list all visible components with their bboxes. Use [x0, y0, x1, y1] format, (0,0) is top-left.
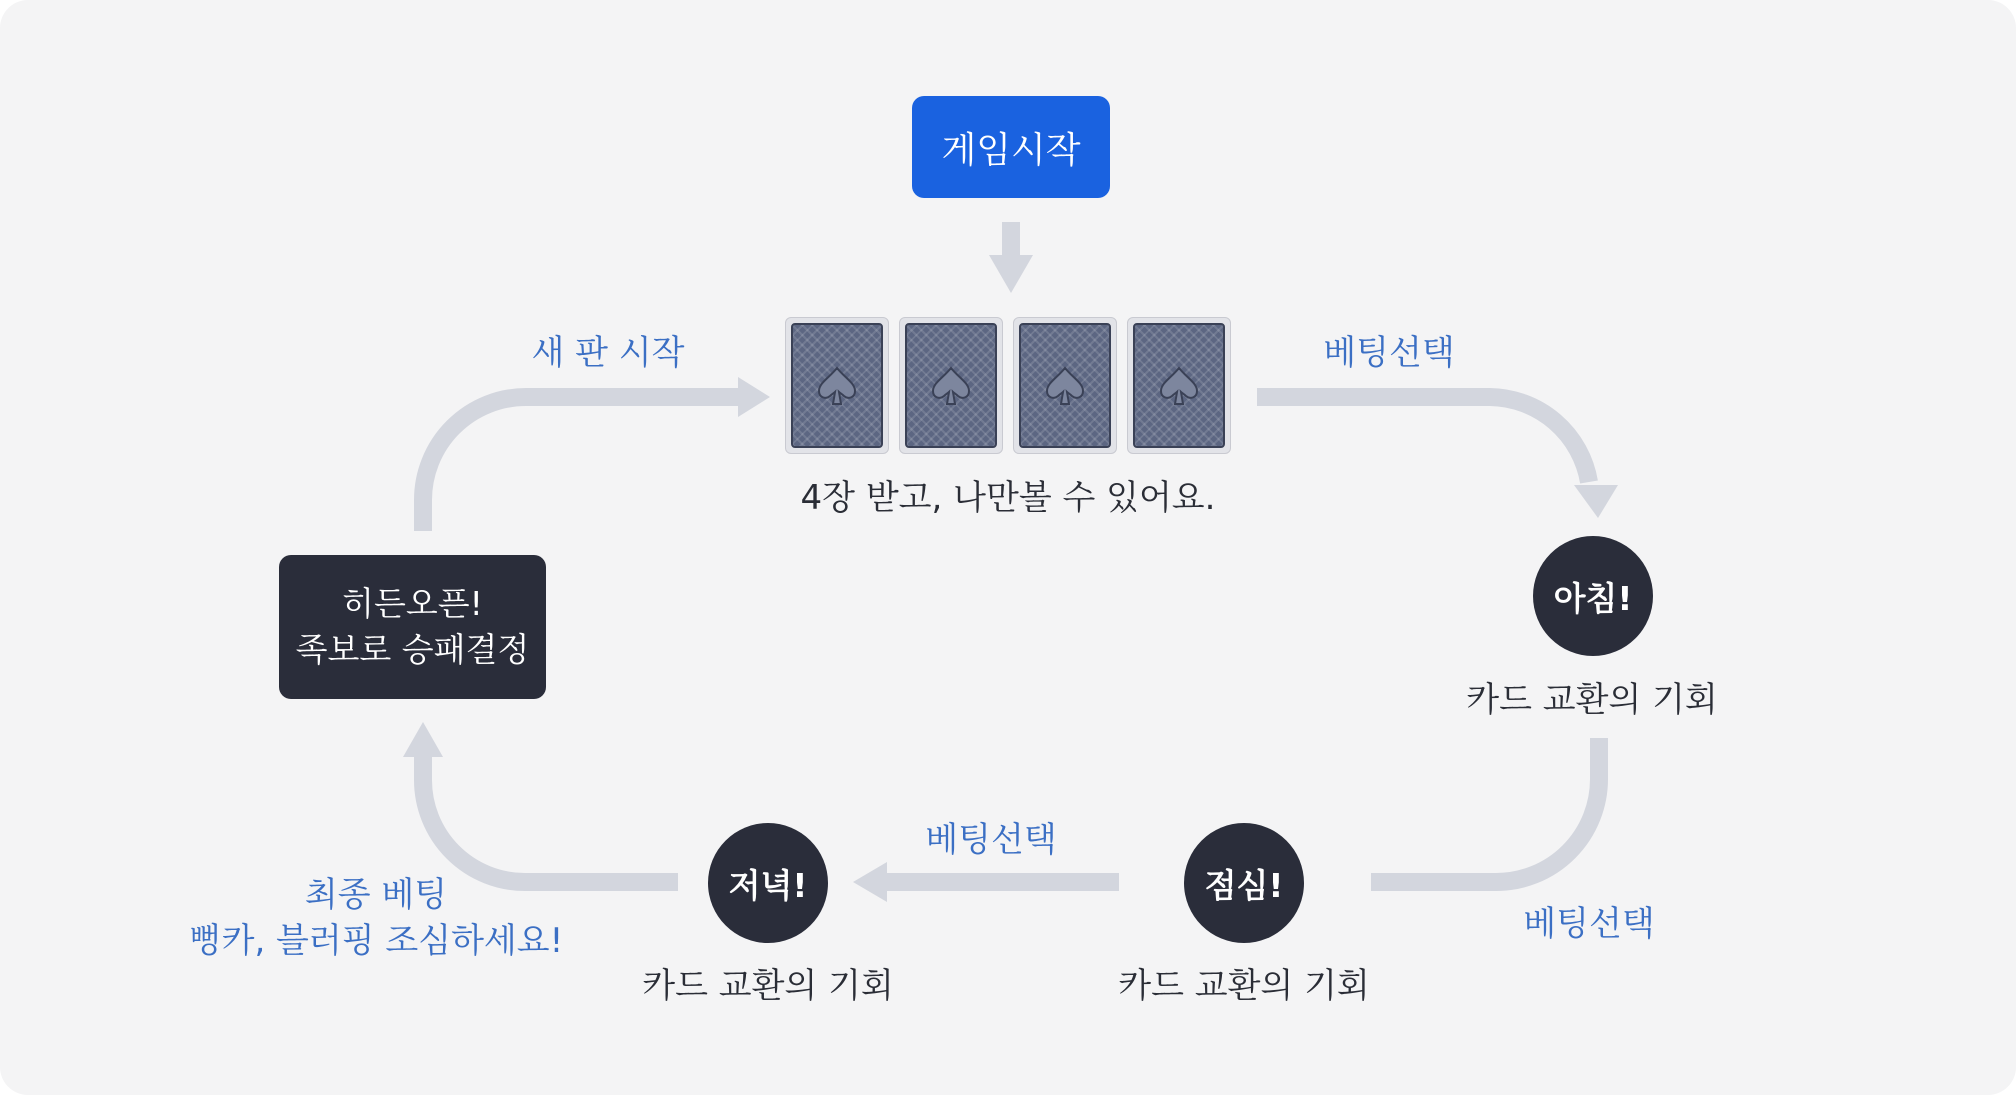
- result-box-line2: 족보로 승패결정: [295, 630, 530, 669]
- arrow-cards-to-morning: [1257, 397, 1589, 482]
- stage-evening-title: 저녁!: [728, 865, 808, 905]
- label-betting-bottom: 베팅선택: [925, 820, 1057, 860]
- arrowhead-result-to-cards: [738, 377, 770, 417]
- result-box-line1: 히든오픈!: [342, 584, 483, 623]
- arrow-evening-to-result: [423, 754, 678, 882]
- result-box: [279, 555, 546, 699]
- stage-morning-title: 아침!: [1553, 578, 1633, 618]
- label-betting-right: 베팅선택: [1523, 904, 1655, 944]
- arrow-morning-to-lunch: [1371, 738, 1599, 882]
- spade-icon: [1156, 363, 1202, 409]
- stage-evening: [708, 823, 828, 943]
- arrowhead-lunch-to-evening: [853, 862, 887, 902]
- card-back: [899, 317, 1003, 454]
- label-final-betting-line1: 최종 베팅: [304, 875, 448, 915]
- spade-icon: [814, 363, 860, 409]
- label-new-round: 새 판 시작: [531, 333, 685, 373]
- label-final-betting: [189, 872, 564, 964]
- card-back: [1013, 317, 1117, 454]
- arrowhead-start-to-cards: [989, 255, 1033, 293]
- stage-evening-caption: 카드 교환의 기회: [642, 966, 894, 1006]
- spade-icon: [928, 363, 974, 409]
- cards-caption: 4장 받고, 나만볼 수 있어요.: [800, 478, 1216, 518]
- stage-morning: [1533, 536, 1653, 656]
- stage-lunch-caption: 카드 교환의 기회: [1118, 966, 1370, 1006]
- label-betting-top: 베팅선택: [1323, 333, 1455, 373]
- game-start-button[interactable]: 게임시작: [912, 96, 1110, 198]
- arrowhead-cards-to-morning: [1574, 485, 1618, 518]
- label-final-betting-line2: 뻥카, 블러핑 조심하세요!: [188, 921, 564, 961]
- card-back: [1127, 317, 1231, 454]
- stage-lunch: [1184, 823, 1304, 943]
- card-back: [785, 317, 889, 454]
- arrow-result-to-cards: [423, 397, 741, 531]
- stage-morning-caption: 카드 교환의 기회: [1466, 680, 1718, 720]
- spade-icon: [1042, 363, 1088, 409]
- stage-lunch-title: 점심!: [1204, 865, 1284, 905]
- arrowhead-evening-to-result: [403, 722, 443, 757]
